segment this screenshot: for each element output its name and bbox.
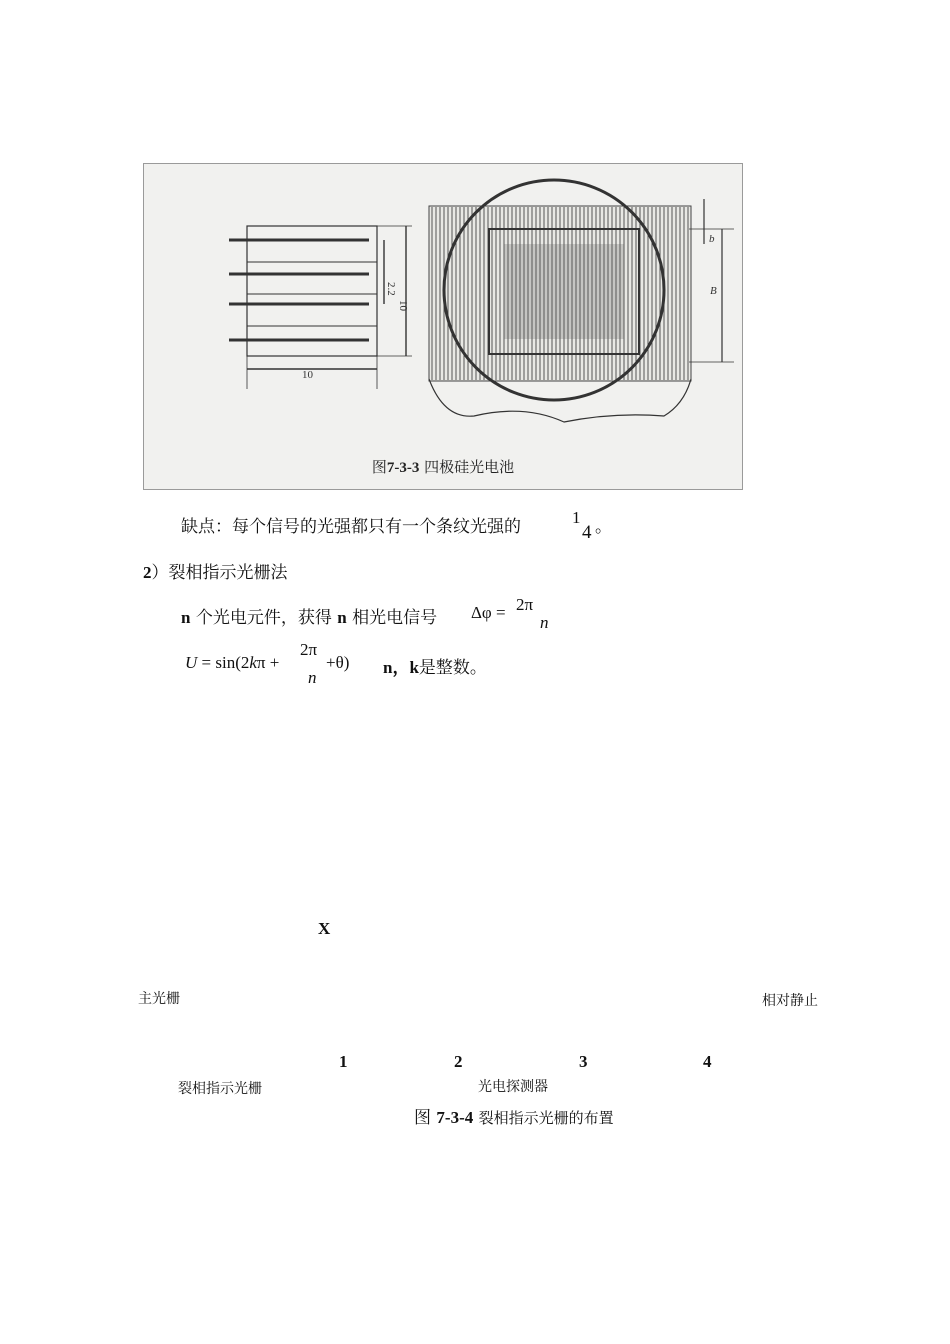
main-grating-label: 主光栅 — [138, 991, 180, 1007]
u-formula-right: +θ) — [326, 653, 350, 672]
fraction-denominator: 4 — [582, 522, 592, 543]
dim-2-2: 2.2 — [385, 282, 397, 296]
x-label: X — [318, 919, 331, 938]
caption2-prefix: 图 — [414, 1108, 431, 1128]
n-text-1: 个光电元件，获得 — [195, 608, 332, 628]
drawback-line — [181, 512, 521, 537]
delta-phi: Δφ = — [471, 603, 506, 622]
caption-text: 四极硅光电池 — [424, 458, 515, 476]
caption2-text: 裂相指示光栅的布置 — [478, 1109, 614, 1127]
fraction-numerator: 1 — [572, 508, 581, 527]
u-note-bold: n，k — [383, 658, 419, 677]
section-number: 2 — [143, 563, 152, 582]
u-formula-left: U = sin(2kπ + — [185, 653, 280, 672]
dim-10-horizontal: 10 — [302, 369, 313, 381]
n-bold-2: n — [337, 608, 347, 627]
u-note — [383, 653, 487, 678]
u-two-pi: 2π — [300, 640, 318, 659]
n-elements-line — [181, 603, 437, 628]
figure-7-3-3-caption — [144, 456, 742, 477]
detector-number-1: 1 — [339, 1052, 348, 1071]
period: 。 — [595, 517, 612, 537]
figure-7-3-4-caption — [414, 1103, 614, 1128]
caption2-number: 7-3-4 — [436, 1108, 474, 1127]
two-pi-numerator: 2π — [516, 595, 534, 614]
split-grating-label: 裂相指示光栅 — [178, 1081, 262, 1097]
dim-b: b — [709, 233, 715, 245]
figure-7-3-3 — [143, 163, 743, 490]
caption-prefix: 图 — [371, 458, 387, 476]
n-bold-1: n — [181, 608, 191, 627]
photodetector-label: 光电探测器 — [478, 1079, 548, 1095]
section-heading — [143, 558, 288, 583]
u-n: n — [308, 668, 317, 687]
n-denominator: n — [540, 613, 549, 632]
dim-10-vertical: 10 — [397, 300, 409, 311]
drawback-text: 缺点：每个信号的光强都只有一个条纹光强的 — [181, 517, 521, 537]
u-note-text: 是整数。 — [418, 658, 487, 678]
n-text-2: 相光电信号 — [352, 608, 438, 628]
grating-pattern — [429, 180, 734, 422]
detector-number-4: 4 — [703, 1052, 712, 1071]
four-pole-cell-drawing — [144, 164, 742, 489]
dim-B: B — [710, 285, 717, 297]
section-title: ）裂相指示光栅法 — [151, 563, 288, 583]
caption-number: 7-3-3 — [386, 460, 420, 476]
detector-number-3: 3 — [579, 1052, 588, 1071]
relative-static-label: 相对静止 — [762, 993, 818, 1009]
detector-number-2: 2 — [454, 1052, 463, 1071]
